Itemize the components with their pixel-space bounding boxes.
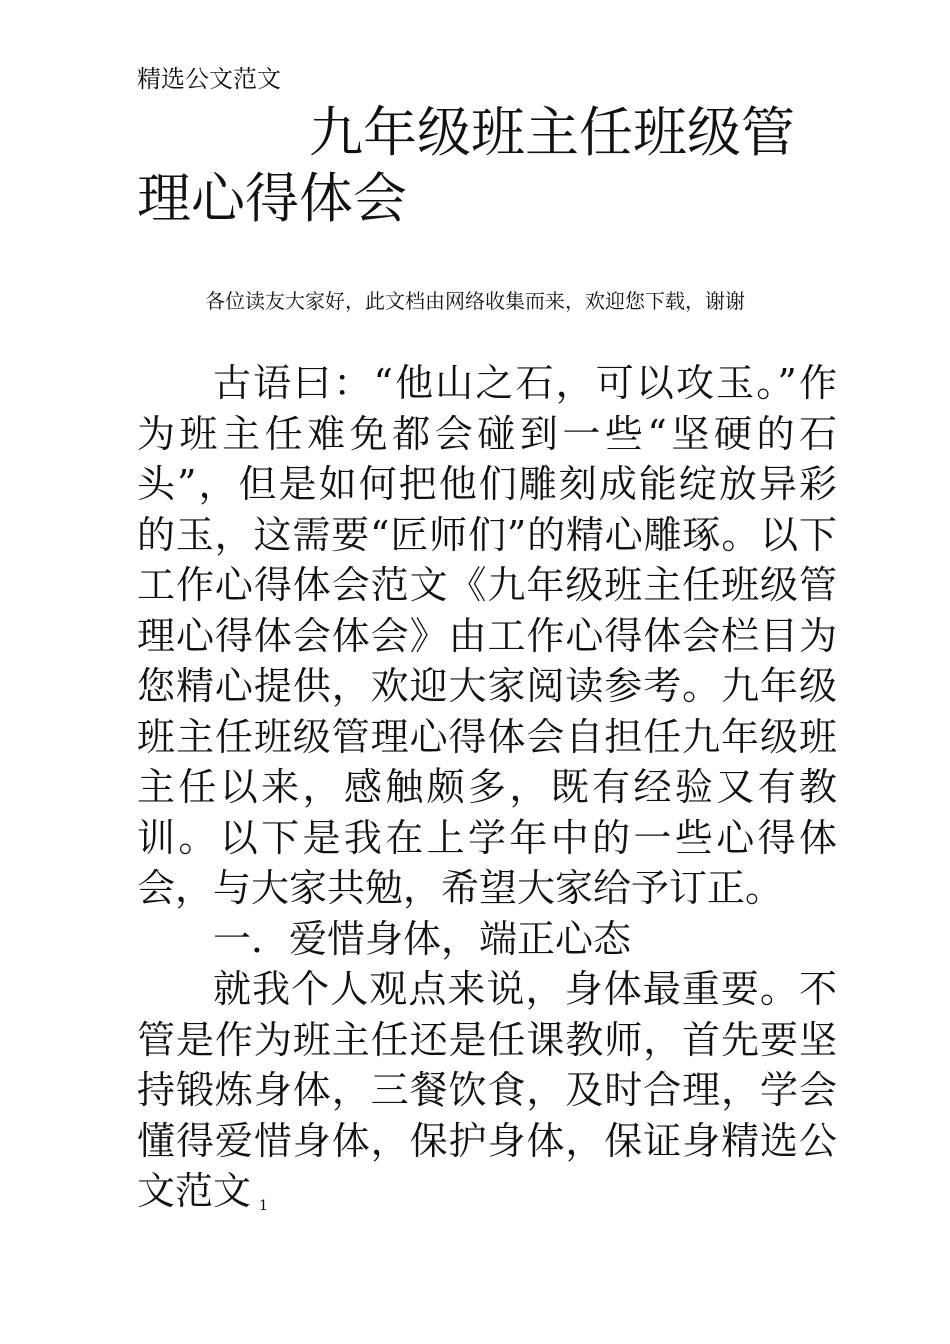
intro-line: 各位读友大家好，此文档由网络收集而来，欢迎您下载，谢谢: [205, 289, 745, 313]
document-title: 九年级班主任班级管理心得体会: [137, 101, 795, 230]
page-header: 精选公文范文: [137, 65, 281, 93]
page-number: 1: [259, 1198, 268, 1214]
section-heading-1: 一．爱惜身体，端正心态: [213, 916, 632, 961]
document-body: [137, 358, 837, 1226]
paragraph-1: 古语曰：“他山之石，可以攻玉。”作为班主任难免都会碰到一些“坚硬的石头”，但是如何把他们雕刻成能绽放异彩的玉，这需要“匠师们”的精心雕琢。以下工作心得体会范文《九年级班主任班级管理心得体会体会》由工作心得体会栏目为您精心提供，欢迎大家阅读参考。九年级班主任班级管理心得体会自担任九年级班主任以来，感触颇多，既有经验又有教训。以下是我在上学年中的一些心得体会，与大家共勉，希望大家给予订正。: [137, 361, 837, 910]
paragraph-2: 就我个人观点来说，身体最重要。不管是作为班主任还是任课教师，首先要坚持锻炼身体，三餐饮食，及时合理，学会懂得爱惜身体，保护身体，保证身精选公文范文 1: [137, 967, 837, 1214]
